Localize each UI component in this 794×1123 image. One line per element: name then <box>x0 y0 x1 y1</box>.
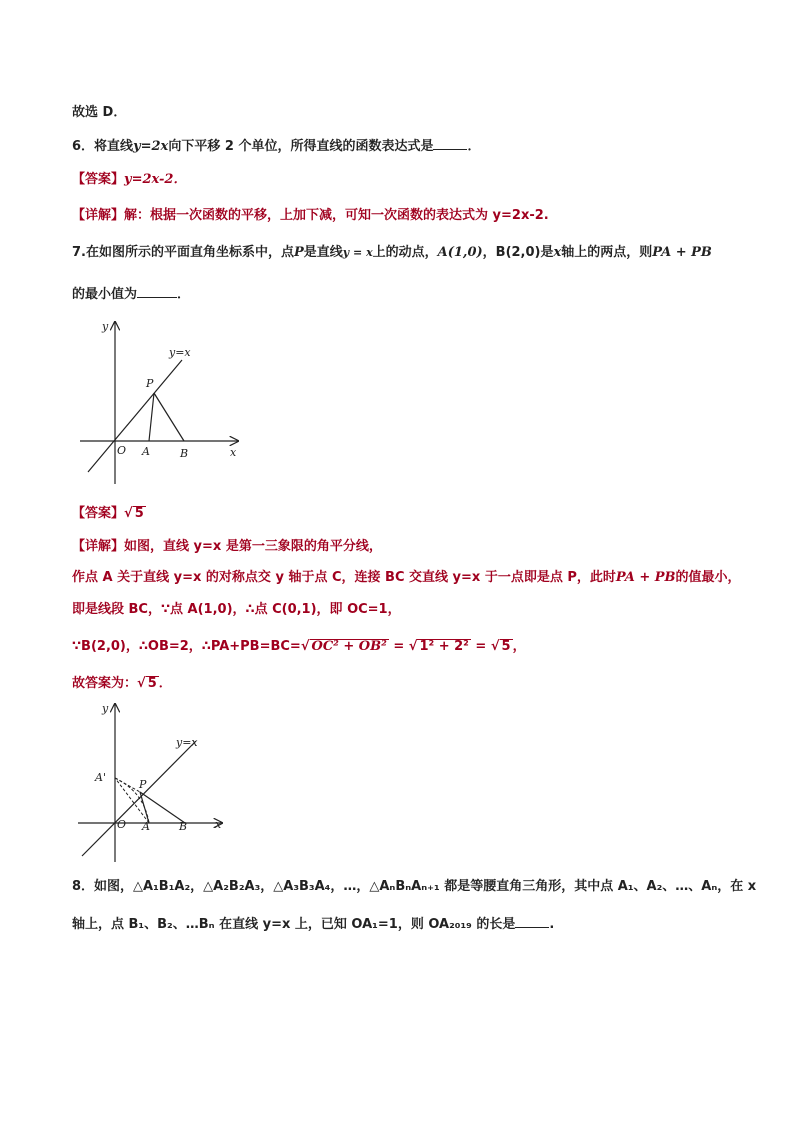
q6-detail-text: 解：根据一次函数的平移，上加下减，可知一次函数的表达式为 y=2x-2. <box>124 208 549 223</box>
question-6 <box>72 135 480 156</box>
fig1-segment-pb <box>154 393 184 441</box>
q6-answer-text: y=2x-2． <box>124 172 187 187</box>
q6-answer <box>72 171 186 189</box>
question-8-line2 <box>72 913 554 934</box>
q7-detail-text-2a: 作点 A 关于直线 y=x 的对称点交 y 轴于点 C，连接 BC 交直线 y=x 于一点即是点 P，此时 <box>72 570 616 585</box>
fig1-label-line: y=x <box>169 346 191 359</box>
q6-text-b: 向下平移 <box>168 139 221 154</box>
q7-detail-text-2b: PA + PB <box>615 570 676 585</box>
question-7-line2 <box>72 283 190 304</box>
figure-2 <box>72 696 242 866</box>
q7-point-p: P <box>294 245 304 260</box>
fig1-label-y: y <box>102 320 109 333</box>
q7-answer-rad: 5 <box>134 506 144 521</box>
q6-number: 6． <box>72 139 95 154</box>
fig1-label-a: A <box>142 445 150 458</box>
fig1-label-o: O <box>117 444 127 457</box>
q7-detail-text-4a: ∵B(2,0)，∴OB=2，∴PA+PB=BC= <box>72 639 301 654</box>
q7-text-b: 是直线 <box>303 245 343 260</box>
q7-detail-text-3: 即是线段 BC，∵点 A(1,0)，∴点 C(0,1)，即 OC=1， <box>72 602 401 617</box>
q7-detail-sqrt-3: 5 <box>501 639 511 654</box>
fig1-label-x: x <box>230 446 237 459</box>
q6-text-d: 个单位，所得直线的函数表达式是 <box>238 139 434 154</box>
q7-sum: PA + PB <box>652 245 712 260</box>
q7-point-b: ，B(2,0) <box>482 245 541 260</box>
q7-detail-text-2c: 的值最小， <box>675 570 741 585</box>
q7-detail-3 <box>72 601 401 619</box>
fig2-dashed-ap-p <box>115 778 140 792</box>
q6-expr: y=2x <box>133 139 169 154</box>
prev-answer-text: 故选 D． <box>72 105 127 120</box>
q7-text-c: 上的动点， <box>372 245 438 260</box>
answer-tag-2: 【答案】 <box>72 506 125 521</box>
q6-blank <box>433 135 467 150</box>
fig1-label-p: P <box>146 377 154 390</box>
fig2-label-x: x <box>215 818 222 831</box>
fig2-segment-pb <box>140 792 185 823</box>
q7-final-text: 故答案为： <box>72 676 138 691</box>
fig2-label-b: B <box>179 820 188 833</box>
q7-detail-4: ∵B(2,0)，∴OB=2，∴PA+PB=BC=√ OC² + OB² = √ 1² + 2² = √ 5 ， <box>72 639 526 654</box>
fig2-label-ap: A' <box>95 771 106 784</box>
q7-text-f: 的最小值为 <box>72 287 138 302</box>
q7-detail-sqrt-1: OC² + OB² <box>311 639 387 654</box>
q6-num2: 2 <box>224 139 234 154</box>
q7-detail-sqrt-2: 1² + 2² <box>419 639 469 654</box>
q7-text-d: 是 <box>540 245 554 260</box>
q7-final: 故答案为：√ 5 ． <box>72 676 172 691</box>
q6-text-a: 将直线 <box>94 139 134 154</box>
q7-point-a: A(1,0) <box>437 245 483 260</box>
question-8 <box>72 878 756 896</box>
detail-tag-2: 【详解】 <box>72 539 125 554</box>
fig1-label-b: B <box>180 447 189 460</box>
fig2-line-yx <box>82 741 196 856</box>
q7-detail-eq-2: = <box>470 639 491 654</box>
q7-line-expr: y = x <box>342 246 373 259</box>
detail-tag: 【详解】 <box>72 208 125 223</box>
q8-text-a: 8．如图，△A₁B₁A₂，△A₂B₂A₃，△A₃B₃A₄，…，△AₙBₙAₙ₊₁ 都是等腰直角三角形，其中点 A₁、A₂、…、Aₙ，在 x <box>72 879 757 894</box>
q6-detail <box>72 207 549 225</box>
q8-text-b2: . <box>549 917 555 932</box>
q8-text-b1: 轴上，点 B₁、B₂、…Bₙ 在直线 y=x 上，已知 OA₁=1，则 OA₂₀₁₉ 的长是 <box>72 917 516 932</box>
q7-x: x <box>553 245 562 260</box>
fig2-label-p: P <box>139 778 147 791</box>
answer-tag: 【答案】 <box>72 172 125 187</box>
q7-text-a: 在如图所示的平面直角坐标系中，点 <box>85 245 294 260</box>
prev-answer-line <box>72 104 126 122</box>
q7-final-rad: 5 <box>147 676 157 691</box>
q6-end: ． <box>467 139 481 154</box>
q7-detail-eq-1: = <box>388 639 409 654</box>
figure-1 <box>72 312 252 492</box>
fig2-label-a: A <box>142 820 150 833</box>
q7-blank <box>137 283 177 298</box>
q8-blank <box>515 913 549 928</box>
fig2-label-line: y=x <box>176 736 198 749</box>
q7-final-end: ． <box>158 676 172 691</box>
q7-end: ． <box>177 287 191 302</box>
fig2-label-o: O <box>117 818 127 831</box>
fig1-segment-pa <box>149 393 154 441</box>
q7-text-e: 轴上的两点，则 <box>561 245 653 260</box>
fig2-label-y: y <box>102 702 109 715</box>
question-7 <box>72 244 712 262</box>
q7-detail-1 <box>72 538 382 556</box>
q7-answer: 【答案】√ 5 <box>72 506 144 521</box>
q7-detail-text-1: 如图，直线 y=x 是第一三象限的角平分线， <box>124 539 382 554</box>
q7-number: 7. <box>72 245 86 260</box>
q7-detail-comma: ， <box>512 639 526 654</box>
q7-detail-2 <box>72 569 741 587</box>
